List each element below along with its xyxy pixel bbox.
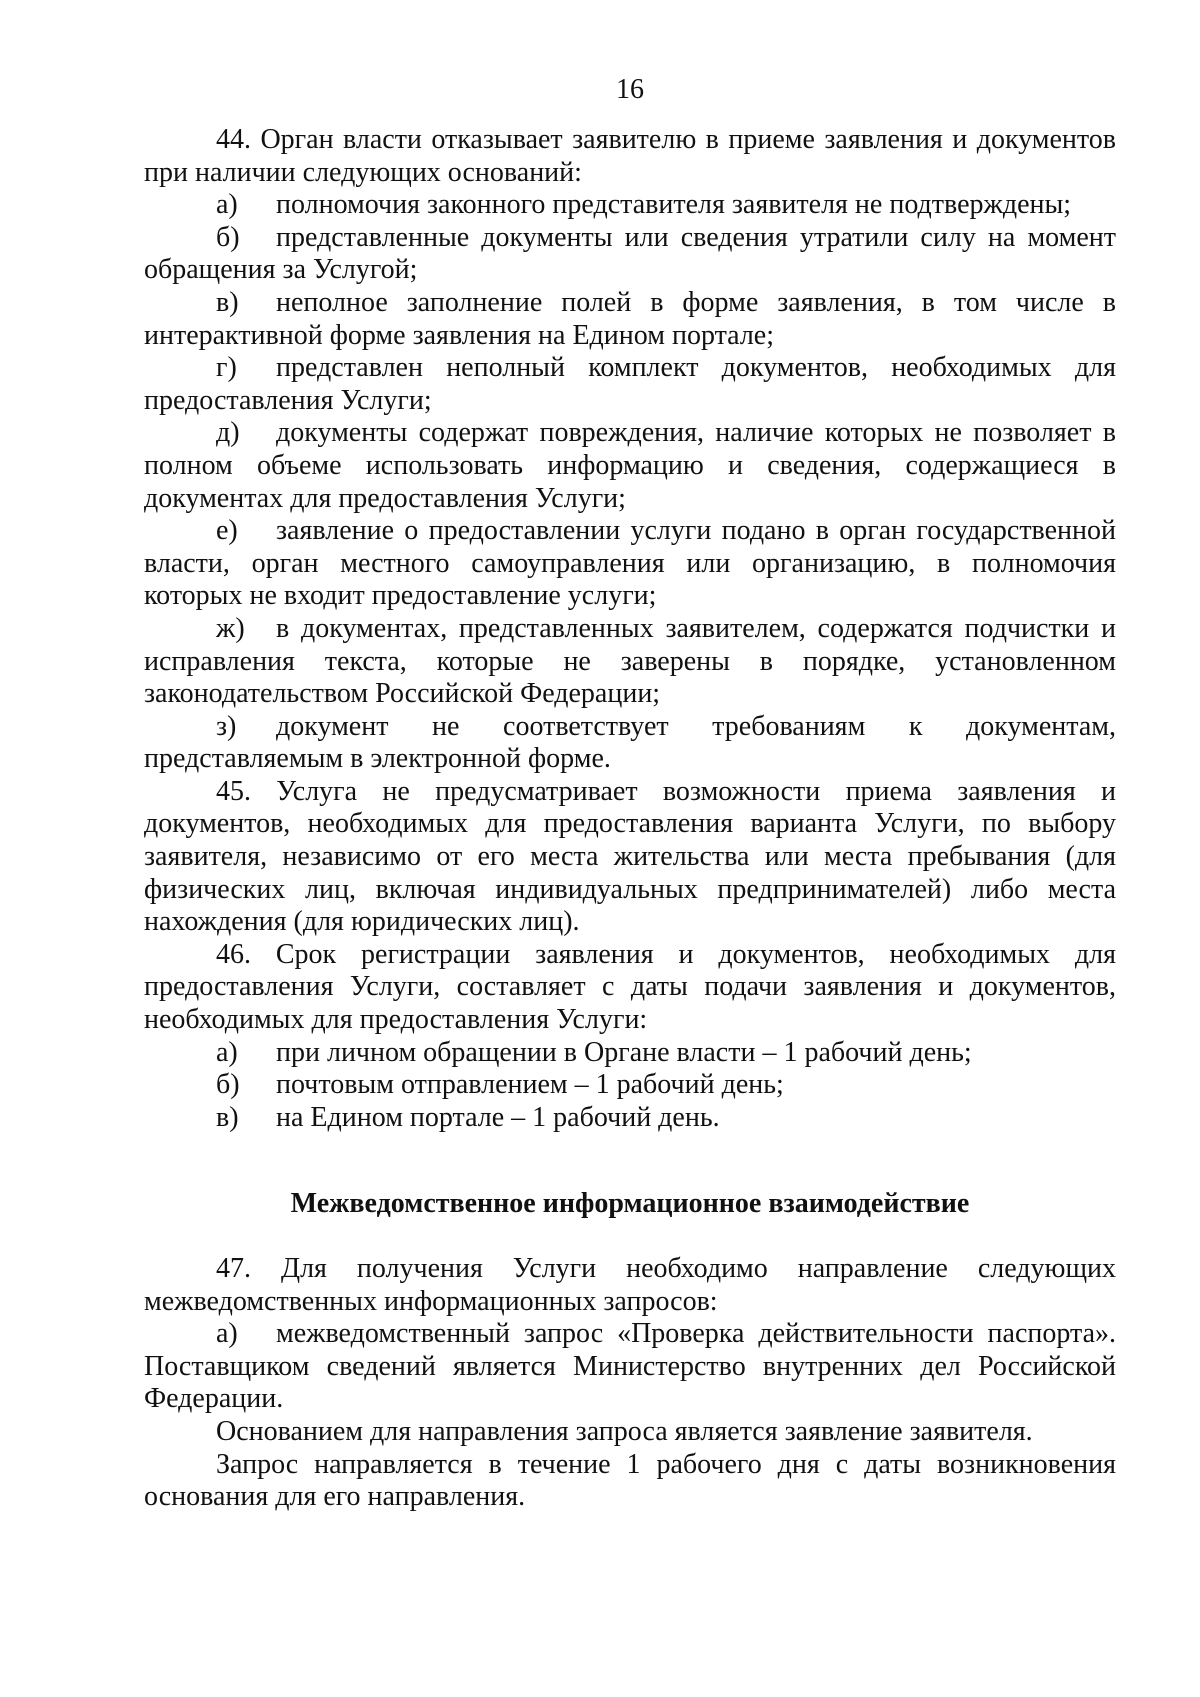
item-marker: г) xyxy=(216,352,237,384)
paragraph-47-timing: Запрос направляется в течение 1 рабочего дня с даты возникновения основания для его направления. xyxy=(144,1448,1116,1513)
item-marker: е) xyxy=(216,515,238,547)
item-text: документ не соответствует требованиям к документам, представляемым в электронной форме. xyxy=(144,710,1116,775)
item-text: представлен неполный комплект документов, необходимых для предоставления Услуги; xyxy=(144,352,1116,416)
item-text: заявление о предоставлении услуги подано в орган государственной власти, орган местного самоуправления или организацию, в полномочия которых не входит предоставление услуги; xyxy=(144,515,1116,612)
paragraph-46-item-b xyxy=(144,1069,1116,1102)
paragraph-44-item-z xyxy=(144,711,1116,776)
item-text: документы содержат повреждения, наличие которых не позволяет в полном объеме использовать информацию и сведения, содержащиеся в документах для предоставления Услуги; xyxy=(144,417,1116,514)
paragraph-44-item-g xyxy=(144,352,1116,417)
paragraph-44-item-zh xyxy=(144,613,1116,711)
item-text: полномочия законного представителя заявителя не подтверждены; xyxy=(276,189,1072,221)
paragraph-44-item-e xyxy=(144,515,1116,613)
paragraph-44-item-a xyxy=(144,189,1116,222)
page-number: 16 xyxy=(616,74,644,105)
item-text: в документах, представленных заявителем, содержатся подчистки и исправления текста, которые не заверены в порядке, установленном законодательством Российской Федерации; xyxy=(144,612,1116,710)
item-marker: б) xyxy=(216,221,240,253)
item-marker: б) xyxy=(216,1069,240,1101)
item-text: неполное заполнение полей в форме заявления, в том числе в интерактивной форме заявления на Едином портале; xyxy=(144,286,1116,351)
item-marker: а) xyxy=(216,1318,238,1350)
paragraph-46-item-v xyxy=(144,1102,1116,1135)
paragraph-46-intro: 46. Срок регистрации заявления и документов, необходимых для предоставления Услуги, составляет с даты подачи заявления и документов, необходимых для предоставления Услуги: xyxy=(144,938,1116,1036)
paragraph-47-basis: Основанием для направления запроса является заявление заявителя. xyxy=(216,1415,1033,1447)
item-text: при личном обращении в Органе власти – 1 рабочий день; xyxy=(276,1036,972,1068)
paragraph-45: 45. Услуга не предусматривает возможности приема заявления и документов, необходимых для предоставления варианта Услуги, по выбору заявителя, независимо от его места жительства или места пребывания (для физических лиц, включая индивидуальных предпринимателей) либо места нахождения (для юридических лиц). xyxy=(144,775,1116,938)
item-marker: з) xyxy=(216,710,237,742)
section-heading: Межведомственное информационное взаимодействие xyxy=(290,1188,970,1220)
item-marker: а) xyxy=(216,189,238,221)
item-text: почтовым отправлением – 1 рабочий день; xyxy=(276,1069,784,1101)
item-marker: д) xyxy=(216,417,240,449)
paragraph-44-intro: 44. Орган власти отказывает заявителю в приеме заявления и документов при наличии следующих оснований: xyxy=(144,124,1116,188)
document-body xyxy=(144,124,1116,1514)
paragraph-47-item-a xyxy=(144,1318,1116,1416)
paragraph-46-item-a xyxy=(144,1037,1116,1070)
item-text: межведомственный запрос «Проверка действительности паспорта». Поставщиком сведений является Министерство внутренних дел Российской Федерации. xyxy=(144,1318,1116,1415)
paragraph-44-item-b xyxy=(144,222,1116,287)
item-marker: в) xyxy=(216,1101,239,1133)
paragraph-44-item-d xyxy=(144,417,1116,515)
item-text: представленные документы или сведения утратили силу на момент обращения за Услугой; xyxy=(144,221,1116,286)
paragraph-44-item-v xyxy=(144,287,1116,352)
item-marker: а) xyxy=(216,1036,238,1068)
item-text: на Едином портале – 1 рабочий день. xyxy=(276,1101,720,1133)
paragraph-47-intro: 47. Для получения Услуги необходимо направление следующих межведомственных информационных запросов: xyxy=(144,1253,1116,1317)
item-marker: ж) xyxy=(216,612,245,644)
item-marker: в) xyxy=(216,286,239,318)
